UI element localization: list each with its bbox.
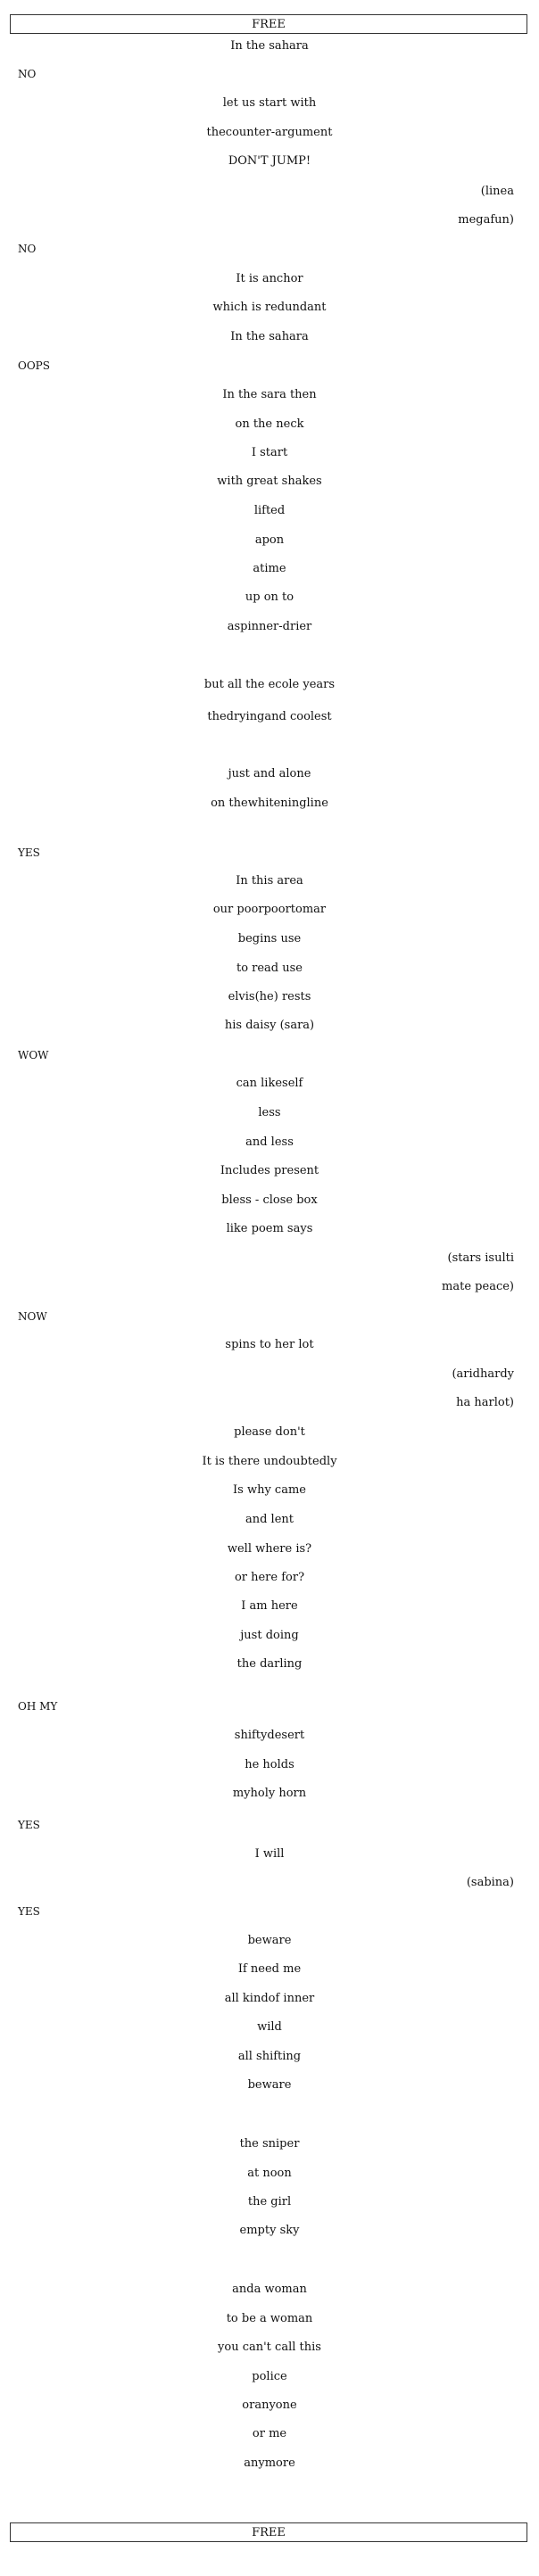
poem-line: he holds xyxy=(245,1758,294,1771)
section-marker: OH MY xyxy=(18,1700,58,1713)
poem-line: to read use xyxy=(236,962,303,975)
poem-line: all shifting xyxy=(237,2050,302,2063)
poem-line: Is why came xyxy=(233,1483,306,1497)
poem-line: begins use xyxy=(237,932,302,945)
poem-line: or here for? xyxy=(234,1571,305,1584)
poem-line: at noon xyxy=(247,2167,292,2180)
poem-line: his daisy (sara) xyxy=(224,1019,315,1032)
poem-line: let us start with xyxy=(222,96,317,110)
parenthetical-line: (aridhardy xyxy=(452,1367,514,1381)
poem-line: anda woman xyxy=(232,2283,307,2296)
section-marker: NO xyxy=(18,68,37,80)
poem-line: on the neck xyxy=(235,417,304,431)
footer-free-label: FREE xyxy=(252,2525,286,2539)
section-marker: WOW xyxy=(18,1049,49,1061)
poem-line: apon xyxy=(254,533,285,547)
poem-line: or me xyxy=(252,2427,287,2440)
section-marker: YES xyxy=(18,1819,40,1831)
poem-line: spins to her lot xyxy=(225,1338,314,1351)
poem-line: well where is? xyxy=(227,1542,312,1556)
poem-line: and less xyxy=(245,1135,294,1149)
poem-line: on thewhiteningline xyxy=(211,797,328,810)
poem-line: I am here xyxy=(241,1599,298,1613)
poem-line: just doing xyxy=(240,1629,299,1642)
poem-line: beware xyxy=(247,1934,292,1947)
poem-line: the girl xyxy=(247,2195,292,2209)
parenthetical-line: (sabina) xyxy=(466,1876,514,1889)
poem-line: DON'T JUMP! xyxy=(228,154,311,168)
parenthetical-line: megafun) xyxy=(458,213,514,227)
poem-line: beware xyxy=(247,2078,292,2092)
footer-free-box xyxy=(10,2522,527,2542)
poem-line: It is anchor xyxy=(236,272,303,285)
parenthetical-line: ha harlot) xyxy=(456,1396,514,1409)
poem-line: anymore xyxy=(244,2456,295,2470)
poem-line: please don't xyxy=(234,1425,305,1439)
poem-line: but all the ecole years xyxy=(203,678,336,691)
section-marker: NOW xyxy=(18,1310,47,1323)
poem-line: all kindof inner xyxy=(224,1992,315,2005)
poem-line: I will xyxy=(254,1847,285,1861)
poem-line: can likeself xyxy=(236,1077,303,1090)
poem-line: shiftydesert xyxy=(234,1729,305,1742)
section-marker: NO xyxy=(18,243,37,255)
poem-line: If need me xyxy=(237,1962,302,1976)
poem-line: wild xyxy=(257,2020,282,2034)
poem-line: elvis(he) rests xyxy=(228,990,311,1003)
poem-line: the sniper xyxy=(239,2137,300,2151)
section-marker: YES xyxy=(18,1905,40,1918)
poem-line: Includes present xyxy=(220,1164,319,1177)
poem-line: with great shakes xyxy=(217,475,322,488)
poem-line: lifted xyxy=(253,504,286,517)
poem-line: In the sahara xyxy=(230,39,309,53)
poem-line: myholy horn xyxy=(232,1787,307,1800)
header-free-box xyxy=(10,14,527,34)
poem-line: which is redundant xyxy=(212,301,327,314)
parenthetical-line: mate peace) xyxy=(442,1280,514,1293)
poem-line: police xyxy=(252,2370,287,2383)
poem-line: bless - close box xyxy=(221,1193,318,1207)
poem-line: the darling xyxy=(236,1657,303,1671)
poem-line: you can't call this xyxy=(218,2341,321,2354)
poem-line: oranyone xyxy=(242,2398,297,2412)
poem-line: In the sara then xyxy=(222,388,317,401)
poem-line: less xyxy=(258,1106,281,1119)
poem-line: thecounter-argument xyxy=(206,126,333,139)
poem-line: to be a woman xyxy=(226,2312,313,2325)
poem-line: our poorpoortomar xyxy=(212,903,327,916)
poem-line: I start xyxy=(251,446,288,459)
poem-line: up on to xyxy=(245,590,294,604)
poem-line: In the sahara xyxy=(230,330,309,343)
section-marker: OOPS xyxy=(18,359,50,372)
poem-line: atime xyxy=(253,562,286,575)
section-marker: YES xyxy=(18,846,40,859)
poem-line: like poem says xyxy=(226,1222,313,1235)
poem-line: thedryingand coolest xyxy=(207,710,332,723)
poem-line: It is there undoubtedly xyxy=(202,1455,337,1468)
poem-line: empty sky xyxy=(239,2224,300,2237)
poem-line: just and alone xyxy=(228,767,311,780)
poem-line: and lent xyxy=(245,1513,294,1526)
poem-line: In this area xyxy=(236,874,303,888)
poem-line: aspinner-drier xyxy=(227,620,312,633)
parenthetical-line: (stars isulti xyxy=(447,1251,514,1265)
parenthetical-line: (linea xyxy=(480,185,514,198)
header-free-label: FREE xyxy=(252,17,286,31)
